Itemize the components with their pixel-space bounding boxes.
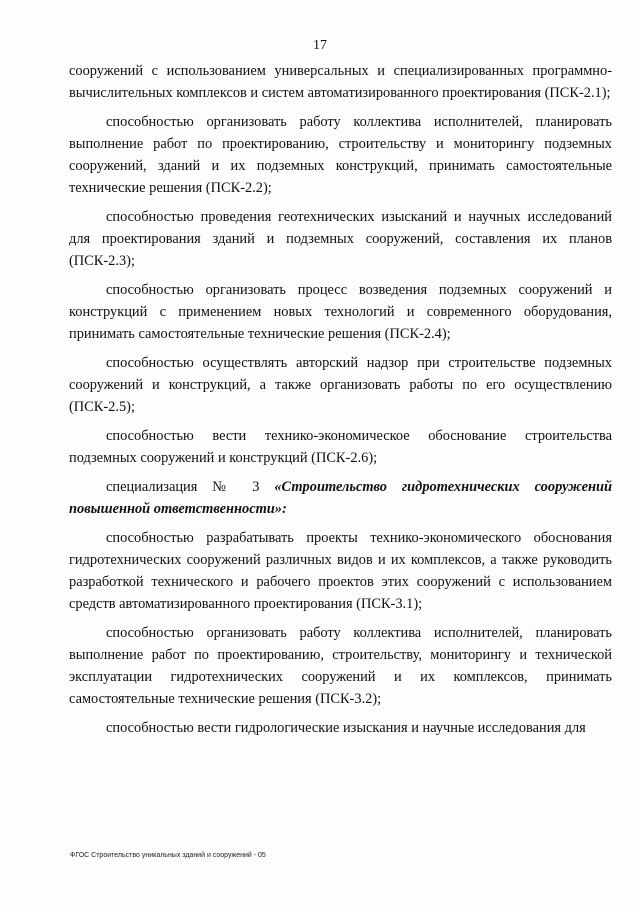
paragraph-psk-2-6: способностью вести технико-экономическое обоснование строительства подземных сооружений и конструкций (ПСК-2.6); [69,428,612,467]
specialization-prefix: специализация № 3 [106,478,275,495]
paragraph-psk-2-3: способностью проведения геотехнических изысканий и научных исследований для проектирования зданий и подземных сооружений, составления их планов (ПСК-2.3); [69,209,612,270]
specialization-heading [69,476,612,520]
paragraph-psk-2-2: способностью организовать работу коллектива исполнителей, планировать выполнение работ по проектированию, строительству и мониторингу подземных сооружений, зданий и их подземных конструкций, принимать самостоятельные технические решения (ПСК-2.2); [69,113,612,197]
page-footer: ФГОС Строительство уникальных зданий и сооружений - 05 [70,852,266,859]
paragraph-psk-2-4: способностью организовать процесс возведения подземных сооружений и конструкций с применением новых технологий и современного оборудования, принимать самостоятельные технические решения (ПСК-2.4); [69,282,612,343]
paragraph-psk-3-2: способностью организовать работу коллектива исполнителей, планировать выполнение работ по проектированию, строительству, мониторингу и технической эксплуатации гидротехнических сооружений и их комплексов, принимать самостоятельные технические решения (ПСК-3.2); [69,624,612,708]
body-text [69,60,612,746]
paragraph-psk-2-5: способностью осуществлять авторский надзор при строительстве подземных сооружений и конструкций, а также организовать работы по его осуществлению (ПСК-2.5); [69,355,612,416]
page-number: 17 [313,38,327,53]
paragraph-psk-3-1: способностью разрабатывать проекты технико-экономического обоснования гидротехнических сооружений различных видов и их комплексов, а также руководить разработкой технического и рабочего проектов этих сооружений с использованием средств автоматизированного проектирования (ПСК-3.1); [69,529,612,613]
paragraph-psk-2-1: сооружений с использованием универсальных и специализированных программно-вычислительных комплексов и систем автоматизированного проектирования (ПСК-2.1); [69,63,612,102]
paragraph-psk-3-3-start: способностью вести гидрологические изыскания и научные исследования для [106,720,586,736]
specialization-title: «Строительство гидротехнических сооружений повышенной ответственности»: [69,478,612,517]
